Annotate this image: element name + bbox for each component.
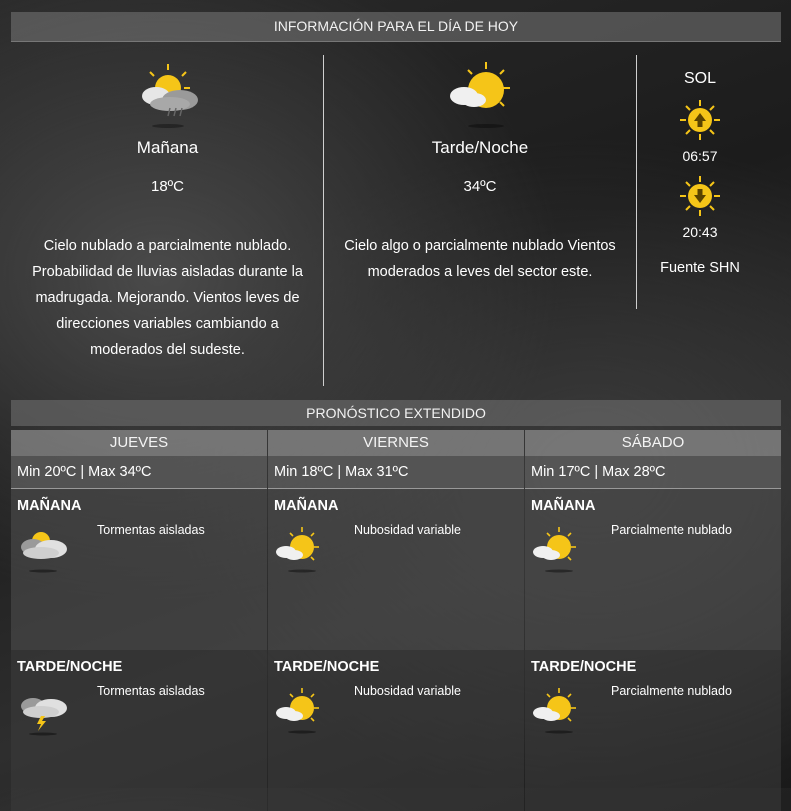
sunset-time: 20:43 (682, 224, 718, 240)
sunset-icon (678, 174, 722, 218)
evening-description: Cielo algo o parcialmente nublado Vientos moderados a leves del sector este. (344, 238, 616, 280)
day-card-thursday (11, 430, 267, 780)
morning-slot (11, 489, 267, 650)
partly-cloudy-rain-icon (128, 60, 208, 130)
sun-cloud-icon (272, 686, 328, 736)
evening-slot (525, 650, 781, 811)
slot-label: MAÑANA (274, 498, 339, 514)
day-minmax: Min 20ºC | Max 34ºC (11, 456, 267, 489)
source-label: Fuente SHN (660, 260, 740, 276)
divider (323, 55, 324, 386)
sun-cloud-icon (272, 525, 328, 575)
sun-cloud-icon (529, 525, 585, 575)
day-card-saturday (525, 430, 781, 780)
slot-description: Nubosidad variable (354, 523, 462, 537)
storm-icon (15, 525, 71, 575)
evening-slot (11, 650, 267, 811)
today-morning-panel (25, 60, 310, 363)
slot-description: Parcialmente nublado (611, 684, 732, 698)
day-minmax: Min 17ºC | Max 28ºC (525, 456, 781, 489)
slot-description: Tormentas aisladas (97, 684, 205, 698)
slot-label: TARDE/NOCHE (531, 659, 637, 675)
morning-slot (525, 489, 781, 650)
day-card-friday (268, 430, 524, 780)
sunrise-time: 06:57 (682, 148, 718, 164)
day-name: VIERNES (268, 430, 524, 456)
storm-icon (15, 686, 71, 736)
extended-header: PRONÓSTICO EXTENDIDO (11, 400, 781, 426)
sun-panel (648, 70, 752, 276)
day-minmax: Min 18ºC | Max 31ºC (268, 456, 524, 489)
sun-cloud-icon (440, 60, 520, 130)
slot-description: Nubosidad variable (354, 684, 462, 698)
morning-description: Cielo nublado a parcialmente nublado. Probabilidad de lluvias aisladas durante la madrugada. Mejorando. Vientos leves de direcciones variables cambiando a moderados del sudeste. (32, 238, 303, 358)
day-name: SÁBADO (525, 430, 781, 456)
sun-title: SOL (683, 70, 716, 87)
evening-title: Tarde/Noche (431, 138, 529, 157)
day-name: JUEVES (11, 430, 267, 456)
sun-cloud-icon (529, 686, 585, 736)
morning-title: Mañana (136, 138, 199, 157)
slot-label: MAÑANA (531, 498, 596, 514)
today-evening-panel (335, 60, 625, 285)
extended-forecast (11, 430, 781, 780)
slot-label: TARDE/NOCHE (17, 659, 123, 675)
slot-description: Parcialmente nublado (611, 523, 732, 537)
sunrise-icon (678, 98, 722, 142)
today-header: INFORMACIÓN PARA EL DÍA DE HOY (11, 12, 781, 42)
evening-temp: 34ºC (463, 178, 497, 195)
slot-label: MAÑANA (17, 498, 82, 514)
morning-temp: 18ºC (151, 178, 184, 195)
divider (636, 55, 637, 309)
slot-label: TARDE/NOCHE (274, 659, 380, 675)
slot-description: Tormentas aisladas (97, 523, 205, 537)
evening-slot (268, 650, 524, 811)
morning-slot (268, 489, 524, 650)
